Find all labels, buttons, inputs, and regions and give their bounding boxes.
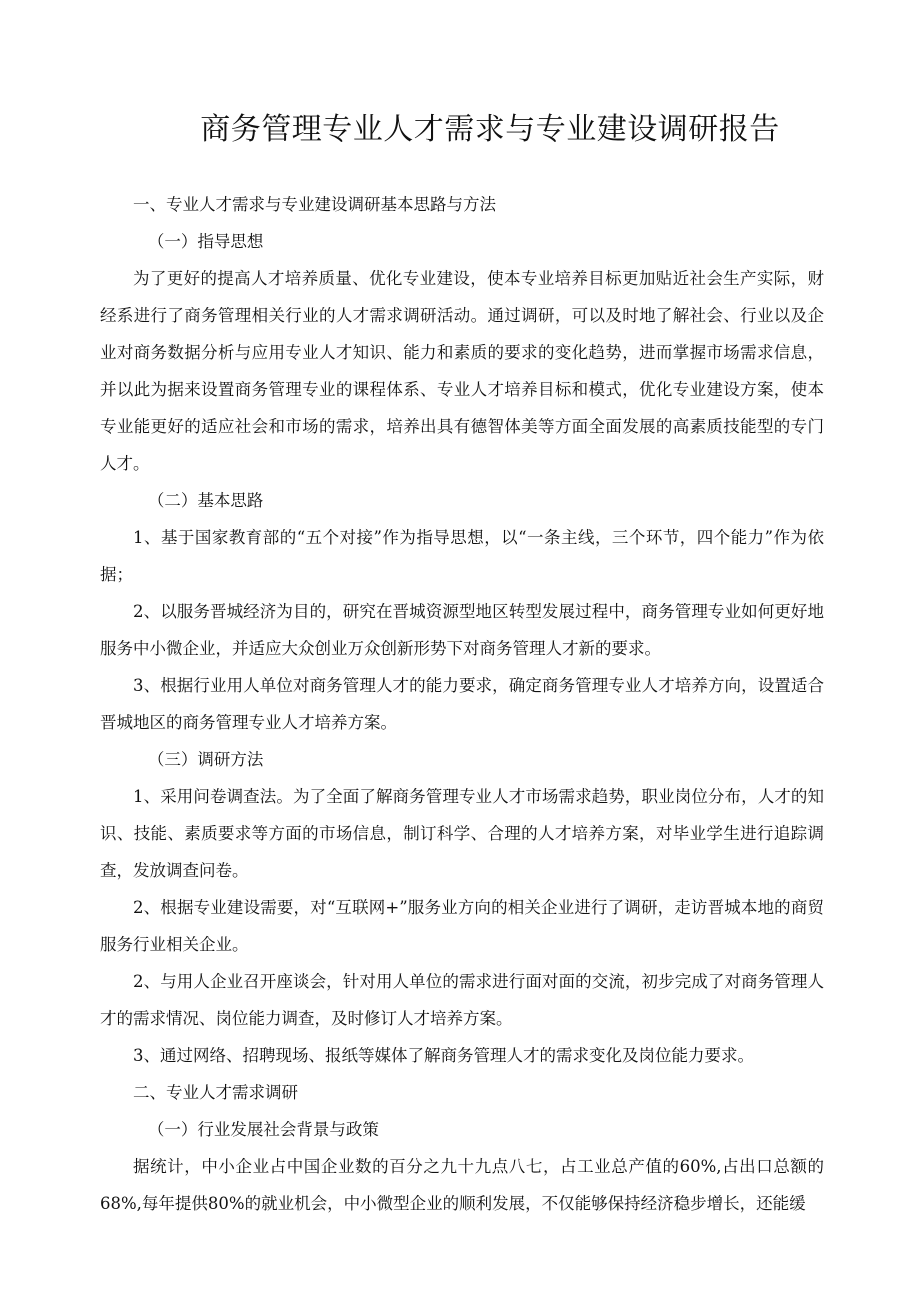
section-heading-2: 二、专业人才需求调研: [133, 1083, 298, 1102]
subsection-heading-research-methods: （三）调研方法: [147, 750, 264, 769]
paragraph-industry-background: 据统计，中小企业占中国企业数的百分之九十九点八七，占工业总产值的60%,占出口总额的68%,每年提供80%的就业机会，中小微型企业的顺利发展，不仅能够保持经济稳步增长，还能缓: [100, 1157, 824, 1213]
paragraph-approach-3: 3、根据行业用人单位对商务管理人才的能力要求，确定商务管理专业人才培养方向，设置适合晋城地区的商务管理专业人才培养方案。: [100, 676, 824, 732]
paragraph-method-4: 3、通过网络、招聘现场、报纸等媒体了解商务管理人才的需求变化及岗位能力要求。: [133, 1046, 754, 1065]
paragraph-method-2: 2、根据专业建设需要，对“互联网+”服务业方向的相关企业进行了调研，走访晋城本地的商贸服务行业相关企业。: [100, 898, 824, 954]
paragraph-guiding-ideology: 为了更好的提高人才培养质量、优化专业建设，使本专业培养目标更加贴近社会生产实际，财经系进行了商务管理相关行业的人才需求调研活动。通过调研，可以及时地了解社会、行业以及企业对商务数据分析与应用专业人才知识、能力和素质的要求的变化趋势，进而掌握市场需求信息，并以此为据来设置商务管理专业的课程体系、专业人才培养目标和模式，优化专业建设方案，使本专业能更好的适应社会和市场的需求，培养出具有德智体美等方面全面发展的高素质技能型的专门人才。: [100, 269, 824, 473]
paragraph-method-3: 2、与用人企业召开座谈会，针对用人单位的需求进行面对面的交流，初步完成了对商务管理人才的需求情况、岗位能力调查，及时修订人才培养方案。: [100, 972, 824, 1028]
section-heading-1: 一、专业人才需求与专业建设调研基本思路与方法: [133, 195, 496, 214]
subsection-heading-industry-background: （一）行业发展社会背景与政策: [147, 1120, 379, 1139]
paragraph-approach-2: 2、以服务晋城经济为目的，研究在晋城资源型地区转型发展过程中，商务管理专业如何更好地服务中小微企业，并适应大众创业万众创新形势下对商务管理人才新的要求。: [100, 602, 824, 658]
paragraph-approach-1: 1、基于国家教育部的“五个对接”作为指导思想，以“一条主线，三个环节，四个能力”作为依据；: [100, 528, 824, 584]
paragraph-method-1: 1、采用问卷调查法。为了全面了解商务管理专业人才市场需求趋势，职业岗位分布，人才的知识、技能、素质要求等方面的市场信息，制订科学、合理的人才培养方案，对毕业学生进行追踪调查，发放调查问卷。: [100, 787, 824, 880]
subsection-heading-guiding-ideology: （一）指导思想: [147, 232, 264, 251]
document-body: [100, 186, 824, 1222]
document-title: 商务管理专业人才需求与专业建设调研报告: [200, 112, 780, 147]
subsection-heading-basic-approach: （二）基本思路: [147, 491, 264, 510]
